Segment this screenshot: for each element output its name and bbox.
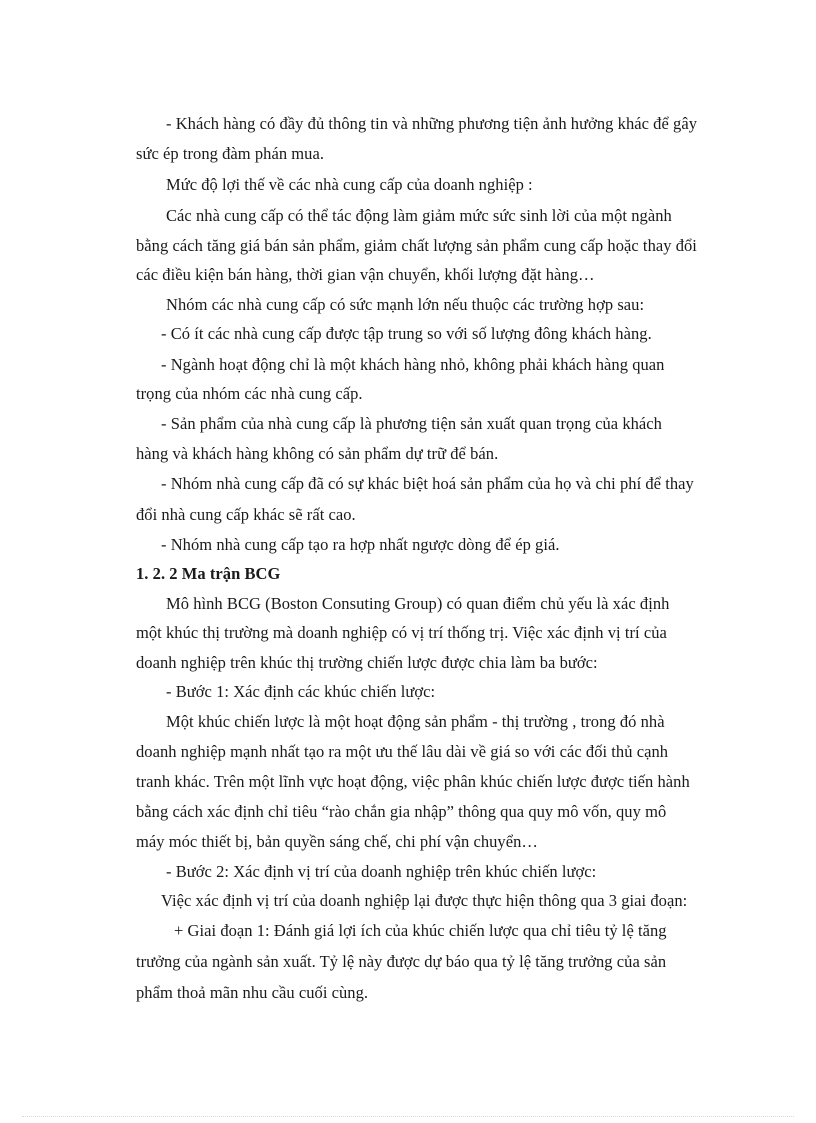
page-bottom-divider xyxy=(22,1116,794,1117)
text-line: đổi nhà cung cấp khác sẽ rất cao. xyxy=(136,505,356,524)
text-line: doanh nghiệp trên khúc thị trường chiến lược được chia làm ba bước: xyxy=(136,653,598,672)
text-line: máy móc thiết bị, bản quyền sáng chế, chi phí vận chuyển… xyxy=(136,832,538,851)
text-line: Việc xác định vị trí của doanh nghiệp lại được thực hiện thông qua 3 giai đoạn: xyxy=(161,891,688,910)
text-line: Một khúc chiến lược là một hoạt động sản phẩm - thị trường , trong đó nhà xyxy=(166,712,665,731)
text-line: - Ngành hoạt động chỉ là một khách hàng nhỏ, không phải khách hàng quan xyxy=(161,355,665,374)
text-line: Mô hình BCG (Boston Consuting Group) có quan điểm chủ yếu là xác định xyxy=(166,594,670,613)
text-line: - Khách hàng có đầy đủ thông tin và những phương tiện ảnh hưởng khác để gây xyxy=(166,114,697,133)
text-line: trọng của nhóm các nhà cung cấp. xyxy=(136,384,363,403)
text-line: sức ép trong đàm phán mua. xyxy=(136,144,325,163)
text-line: Mức độ lợi thế về các nhà cung cấp của doanh nghiệp : xyxy=(166,175,533,194)
text-line: + Giai đoạn 1: Đánh giá lợi ích của khúc chiến lược qua chỉ tiêu tỷ lệ tăng xyxy=(174,921,667,940)
text-line: Nhóm các nhà cung cấp có sức mạnh lớn nếu thuộc các trường hợp sau: xyxy=(166,295,645,314)
text-line: - Bước 1: Xác định các khúc chiến lược: xyxy=(166,682,436,701)
text-line: bằng cách tăng giá bán sản phẩm, giảm chất lượng sản phẩm cung cấp hoặc thay đổi xyxy=(136,236,697,255)
text-line: trưởng của ngành sản xuất. Tỷ lệ này được dự báo qua tỷ lệ tăng trưởng của sản xyxy=(136,952,667,971)
text-line: hàng và khách hàng không có sản phẩm dự trữ để bán. xyxy=(136,444,499,463)
section-heading: 1. 2. 2 Ma trận BCG xyxy=(136,564,281,583)
text-line: bằng cách xác định chỉ tiêu “rào chắn gia nhập” thông qua quy mô vốn, quy mô xyxy=(136,802,667,821)
text-line: - Có ít các nhà cung cấp được tập trung so với số lượng đông khách hàng. xyxy=(161,324,652,343)
text-line: doanh nghiệp mạnh nhất tạo ra một ưu thế lâu dài về giá so với các đối thủ cạnh xyxy=(136,742,669,761)
text-line: - Nhóm nhà cung cấp đã có sự khác biệt hoá sản phẩm của họ và chi phí để thay xyxy=(161,474,694,493)
text-line: - Bước 2: Xác định vị trí của doanh nghiệp trên khúc chiến lược: xyxy=(166,862,597,881)
text-line: Các nhà cung cấp có thể tác động làm giảm mức sức sinh lời của một ngành xyxy=(166,206,672,225)
text-line: - Nhóm nhà cung cấp tạo ra hợp nhất ngược dòng để ép giá. xyxy=(161,535,560,554)
text-line: tranh khác. Trên một lĩnh vực hoạt động, việc phân khúc chiến lược được tiến hành xyxy=(136,772,690,791)
text-line: - Sản phẩm của nhà cung cấp là phương tiện sản xuất quan trọng của khách xyxy=(161,414,662,433)
text-line: một khúc thị trường mà doanh nghiệp có vị trí thống trị. Việc xác định vị trí của xyxy=(136,623,667,642)
text-line: phẩm thoả mãn nhu cầu cuối cùng. xyxy=(136,983,369,1002)
text-line: các điều kiện bán hàng, thời gian vận chuyển, khối lượng đặt hàng… xyxy=(136,265,595,284)
